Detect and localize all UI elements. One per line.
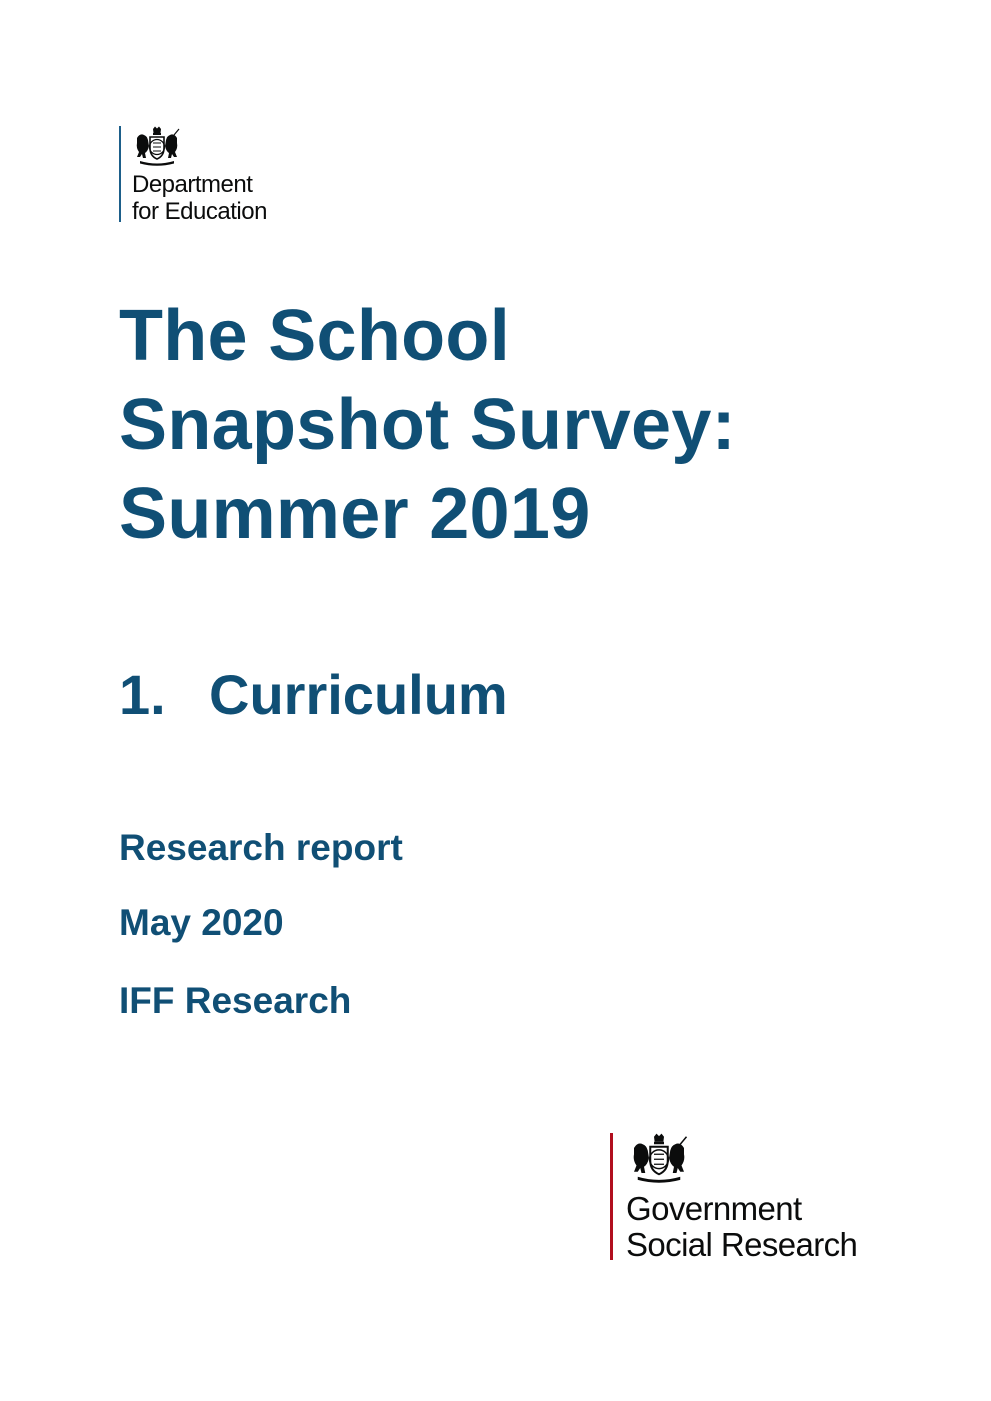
royal-coat-of-arms-icon bbox=[134, 126, 180, 166]
dfe-logo-text bbox=[132, 171, 312, 225]
report-date: May 2020 bbox=[119, 902, 284, 943]
dfe-name-line1: Department bbox=[132, 171, 253, 198]
gsr-name-line2: Social Research bbox=[626, 1226, 858, 1263]
title-line1: The School bbox=[119, 296, 511, 376]
section-number: 1. bbox=[119, 663, 166, 726]
dfe-name-line2: for Education bbox=[132, 198, 267, 225]
section-name: Curriculum bbox=[209, 663, 508, 726]
title-line2: Snapshot Survey: bbox=[119, 385, 736, 465]
gsr-logo bbox=[610, 1133, 906, 1263]
gsr-name-line1: Government bbox=[626, 1190, 802, 1227]
royal-coat-of-arms-icon bbox=[628, 1133, 690, 1183]
report-type: Research report bbox=[119, 827, 403, 868]
dfe-logo bbox=[119, 126, 312, 225]
gsr-logo-text bbox=[626, 1191, 906, 1263]
report-author: IFF Research bbox=[119, 980, 352, 1021]
title-line3: Summer 2019 bbox=[119, 474, 591, 554]
report-title bbox=[119, 292, 939, 559]
section-heading bbox=[119, 660, 508, 730]
